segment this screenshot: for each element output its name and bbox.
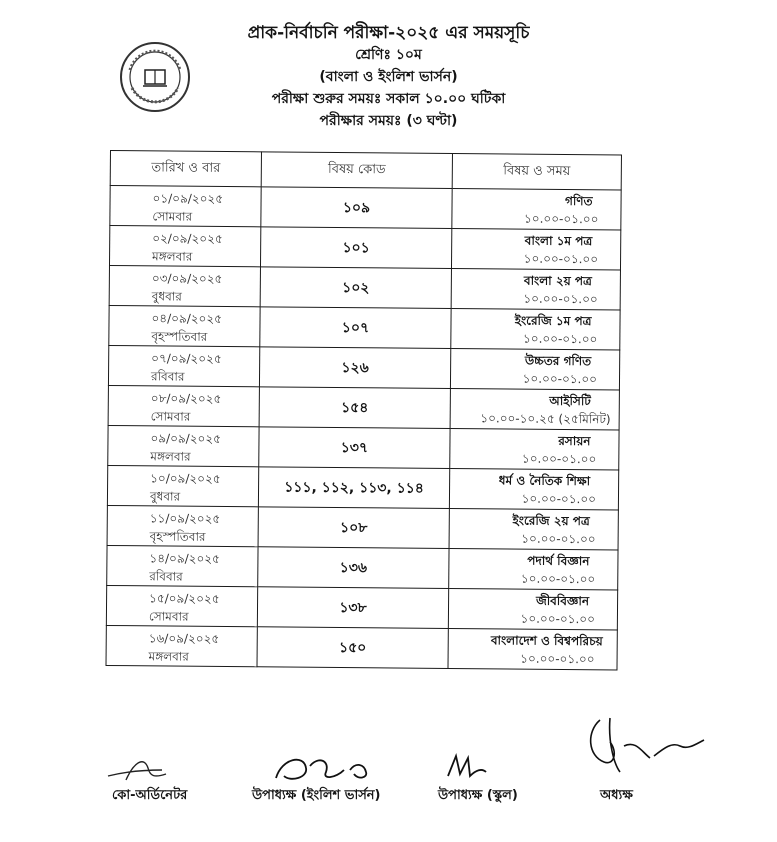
exam-time: ১০.০০-০১.০০ [520,571,596,587]
table-row [109,305,620,349]
subject-name: গণিত [564,193,593,209]
page-title: প্রাক-নির্বাচনি পরীক্ষা-২০২৫ এর সময়সূচি [247,23,530,43]
exam-date: ১৬/০৯/২০২৫ [148,631,220,646]
coordinator-signature [104,750,184,786]
table-row [109,265,620,309]
exam-day: মঙ্গলবার [152,249,193,264]
principal-signature [580,712,720,782]
subject-name: বাংলাদেশ ও বিশ্বপরিচয় [490,633,603,649]
subject-code: ১০২ [260,267,451,309]
exam-day: রবিবার [150,369,185,384]
start-time-line: পরীক্ষা শুরুর সময়ঃ সকাল ১০.০০ ঘটিকা [271,91,506,107]
subject-code: ১১১, ১১২, ১১৩, ১১৪ [258,467,449,509]
institution-seal-icon [118,40,192,114]
table-header-row [110,151,621,190]
vp-school-signature [442,750,492,782]
vp-school-label: উপাধ্যক্ষ (স্কুল) [438,788,518,803]
exam-time: ১০.০০-১০.২৫ (২৫মিনিট) [480,411,611,427]
exam-schedule-table [105,150,621,670]
exam-day: বৃহস্পতিবার [149,529,206,544]
exam-date: ০৯/০৯/২০২৫ [150,431,222,446]
subject-name: বাংলা ২য় পত্র [523,273,592,289]
table-row [109,226,620,270]
subject-code: ১২৬ [259,347,450,389]
exam-day: মঙ্গলবার [150,449,191,464]
table-row [108,345,619,389]
principal-label: অধ্যক্ষ [600,788,633,803]
header-subject-code: বিষয় কোড [261,152,452,189]
subject-name: পদার্থ বিজ্ঞান [527,553,590,569]
table-row [107,545,618,589]
subject-name: আইসিটি [549,393,591,409]
exam-date: ০৭/০৯/২০২৫ [151,351,222,366]
subject-name: ইংরেজি ২য় পত্র [512,513,590,529]
subject-name: উচ্চতর গণিত [524,353,592,369]
exam-day: বুধবার [151,289,182,304]
exam-time: ১০.০০-০১.০০ [520,611,595,627]
version-line: (বাংলা ও ইংলিশ ভার্সন) [319,69,458,85]
exam-time: ১০.০০-০১.০০ [521,531,596,547]
table-row [108,425,619,469]
exam-date: ০১/০৯/২০২৫ [152,191,224,206]
exam-day: সোমবার [150,409,191,424]
exam-time: ১০.০০-০১.০০ [520,651,595,667]
subject-code: ১৩৮ [257,587,448,629]
exam-day: বৃহস্পতিবার [151,329,208,344]
exam-date: ০২/০৯/২০২৫ [152,231,223,246]
header-subject-time: বিষয় ও সময় [452,153,621,189]
exam-time: ১০.০০-০১.০০ [521,491,597,507]
exam-date: ০৮/০৯/২০২৫ [150,391,222,406]
subject-name: রসায়ন [558,433,591,449]
subject-name: জীববিজ্ঞান [535,593,590,609]
class-line: শ্রেণিঃ ১০ম [355,47,422,63]
subject-name: ইংরেজি ১ম পত্র [514,313,592,329]
exam-day: সোমবার [148,609,189,624]
exam-day: মঙ্গলবার [148,649,189,664]
header [0,22,777,132]
exam-date: ১৫/০৯/২০২৫ [149,591,220,606]
table-row [110,186,621,230]
exam-time: ১০.০০-০১.০০ [523,211,599,227]
exam-time: ১০.০০-০১.০০ [523,251,599,267]
subject-name: ধর্ম ও নৈতিক শিক্ষা [498,473,591,489]
vp-english-label: উপাধ্যক্ষ (ইংলিশ ভার্সন) [252,788,381,803]
exam-date: ০৩/০৯/২০২৫ [151,271,223,286]
table-row [106,585,617,629]
table-row [106,625,617,669]
header-date-day: তারিখ ও বার [110,151,261,187]
table-row [108,385,619,429]
subject-code: ১০১ [260,227,451,269]
table-row [107,505,618,549]
exam-day: বুধবার [149,489,181,504]
exam-day: সোমবার [152,209,193,224]
subject-code: ১৫৪ [259,387,450,429]
duration-line: পরীক্ষার সময়ঃ (৩ ঘণ্টা) [319,113,458,129]
table-row [107,465,618,509]
exam-time: ১০.০০-০১.০০ [522,371,598,387]
exam-date: ১৪/০৯/২০২৫ [149,551,220,566]
subject-code: ১৩৭ [259,427,450,469]
coordinator-label: কো-অর্ডিনেটর [112,788,188,803]
subject-code: ১০৭ [260,307,451,349]
exam-time: ১০.০০-০১.০০ [521,451,597,467]
subject-code: ১৩৬ [258,547,449,589]
subject-code: ১০৯ [261,187,452,229]
exam-day: রবিবার [149,569,183,584]
exam-date: ০৪/০৯/২০২৫ [151,311,223,326]
exam-time: ১০.০০-০১.০০ [523,291,598,307]
vp-english-signature [270,748,380,788]
subject-name: বাংলা ১ম পত্র [524,233,593,249]
exam-date: ১০/০৯/২০২৫ [150,471,221,486]
subject-code: ১৫০ [257,627,448,669]
subject-code: ১০৮ [258,507,449,549]
exam-date: ১১/০৯/২০২৫ [149,511,221,526]
exam-time: ১০.০০-০১.০০ [522,331,598,347]
